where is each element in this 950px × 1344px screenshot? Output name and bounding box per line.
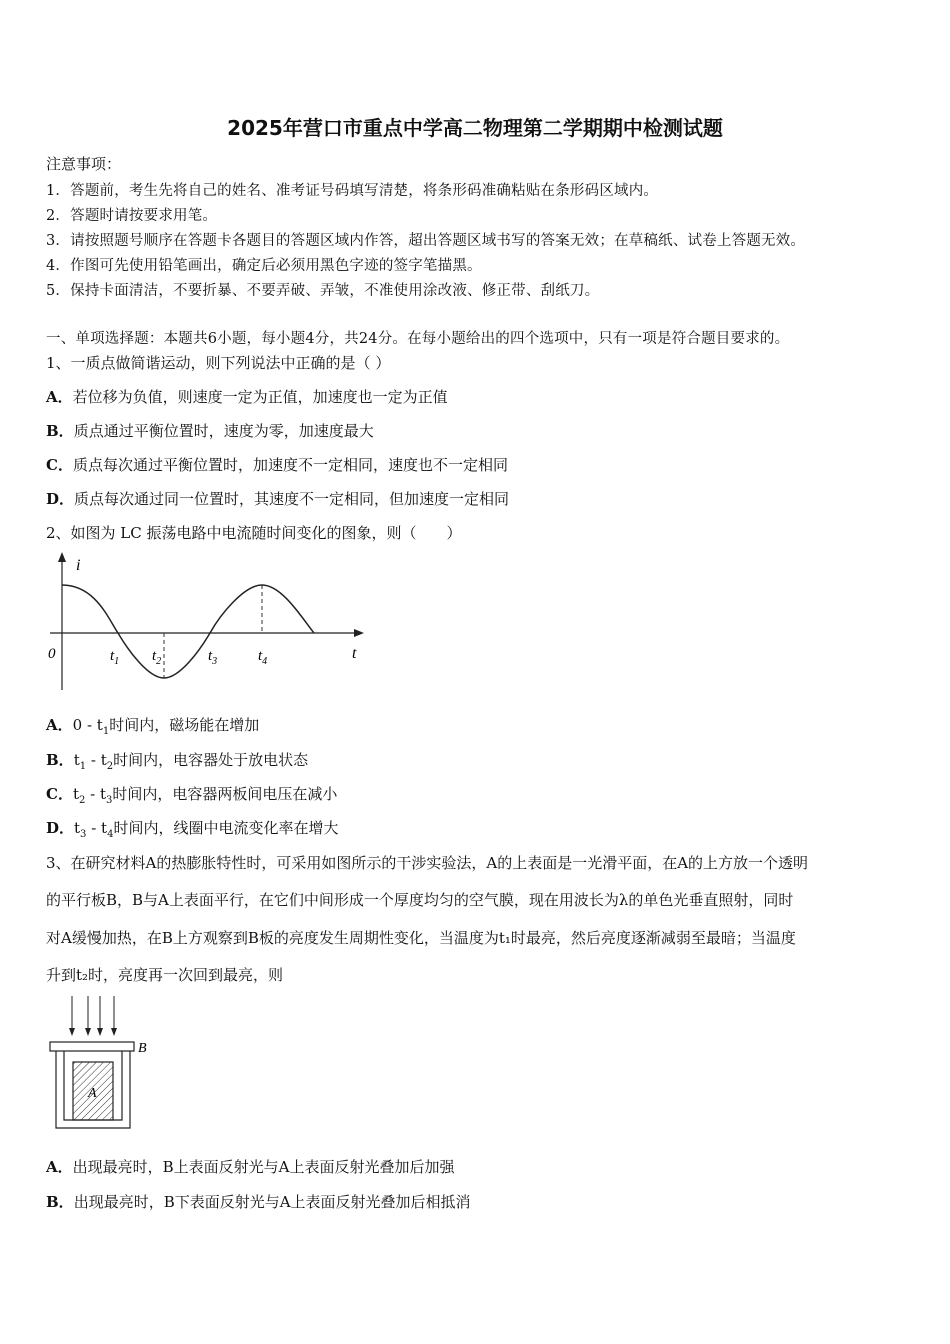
light-arrows bbox=[69, 996, 117, 1036]
q1-stem: 1、一质点做简谐运动，则下列说法中正确的是（ ） bbox=[46, 354, 391, 372]
interference-apparatus-figure bbox=[44, 994, 164, 1134]
notice-heading: 注意事项： bbox=[46, 155, 122, 173]
origin-label: 0 bbox=[48, 646, 56, 662]
q3-line-4: 升到t₂时，亮度再一次回到最亮，则 bbox=[46, 966, 284, 984]
q3-option-b: B．出现最亮时，B下表面反射光与A上表面反射光叠加后相抵消 bbox=[46, 1193, 471, 1211]
q2-option-a: A．$0 - t_1$时间内，磁场能在增加 bbox=[46, 716, 260, 737]
current-curve bbox=[62, 585, 314, 678]
x-axis-arrow bbox=[354, 629, 364, 637]
q1-option-c: C．质点每次通过平衡位置时，加速度不一定相同，速度也不一定相同 bbox=[46, 456, 508, 474]
notice-item-1: 1．答题前，考生先将自己的姓名、准考证号码填写清楚，将条形码准确粘贴在条形码区域内。 bbox=[46, 183, 659, 199]
section-heading: 一、单项选择题：本题共6小题，每小题4分，共24分。在每小题给出的四个选项中，只有一项是符合题目要求的。 bbox=[46, 331, 790, 347]
q2-stem: 2、如图为 LC 振荡电路中电流随时间变化的图象，则（ ） bbox=[46, 524, 462, 542]
notice-item-5: 5．保持卡面清洁，不要折暴、不要弄破、弄皱，不准使用涂改液、修正带、刮纸刀。 bbox=[46, 283, 600, 299]
y-axis-arrow bbox=[58, 552, 66, 562]
q2-option-c: C．$t_2 - t_3$时间内，电容器两板间电压在减小 bbox=[46, 785, 338, 806]
q1-option-a: A．若位移为负值，则速度一定为正值，加速度也一定为正值 bbox=[46, 388, 448, 406]
t4-label: $t_4$ bbox=[258, 648, 268, 667]
q3-line-3: 对A缓慢加热，在B上方观察到B板的亮度发生周期性变化，当温度为t₁时最亮，然后亮度逐渐减弱至最暗；当温度 bbox=[46, 929, 796, 947]
notice-item-2: 2．答题时请按要求用笔。 bbox=[46, 208, 218, 224]
t3-label: $t_3$ bbox=[208, 648, 218, 667]
page-title: 2025年营口市重点中学高二物理第二学期期中检测试题 bbox=[227, 116, 723, 140]
plate-b-label: B bbox=[138, 1041, 147, 1056]
x-axis-label: t bbox=[352, 645, 357, 662]
q1-option-d: D．质点每次通过同一位置时，其速度不一定相同，但加速度一定相同 bbox=[46, 490, 510, 508]
q3-line-1: 3、在研究材料A的热膨胀特性时，可采用如图所示的干涉实验法，A的上表面是一光滑平面，在A的上方放一个透明 bbox=[46, 854, 809, 872]
q1-option-b: B．质点通过平衡位置时，速度为零，加速度最大 bbox=[46, 422, 374, 440]
plate-b bbox=[50, 1042, 134, 1051]
q3-line-2: 的平行板B，B与A上表面平行，在它们中间形成一个厚度均匀的空气膜，现在用波长为λ的单色光垂直照射，同时 bbox=[46, 891, 794, 909]
t1-label: $t_1$ bbox=[110, 648, 120, 667]
t2-label: $t_2$ bbox=[152, 648, 162, 667]
notice-item-3: 3．请按照题号顺序在答题卡各题目的答题区域内作答，超出答题区域书写的答案无效；在草稿纸、试卷上答题无效。 bbox=[46, 233, 806, 249]
q2-option-d: D．$t_3 - t_4$时间内，线圈中电流变化率在增大 bbox=[46, 819, 339, 840]
notice-item-4: 4．作图可先使用铅笔画出，确定后必须用黑色字迹的签字笔描黑。 bbox=[46, 258, 482, 274]
q2-option-b: B．$t_1 - t_2$时间内，电容器处于放电状态 bbox=[46, 751, 309, 772]
y-axis-label: i bbox=[76, 557, 81, 574]
q3-option-a: A．出现最亮时，B上表面反射光与A上表面反射光叠加后加强 bbox=[46, 1158, 455, 1176]
block-a-label: A bbox=[88, 1086, 97, 1101]
lc-current-graph bbox=[40, 550, 380, 700]
